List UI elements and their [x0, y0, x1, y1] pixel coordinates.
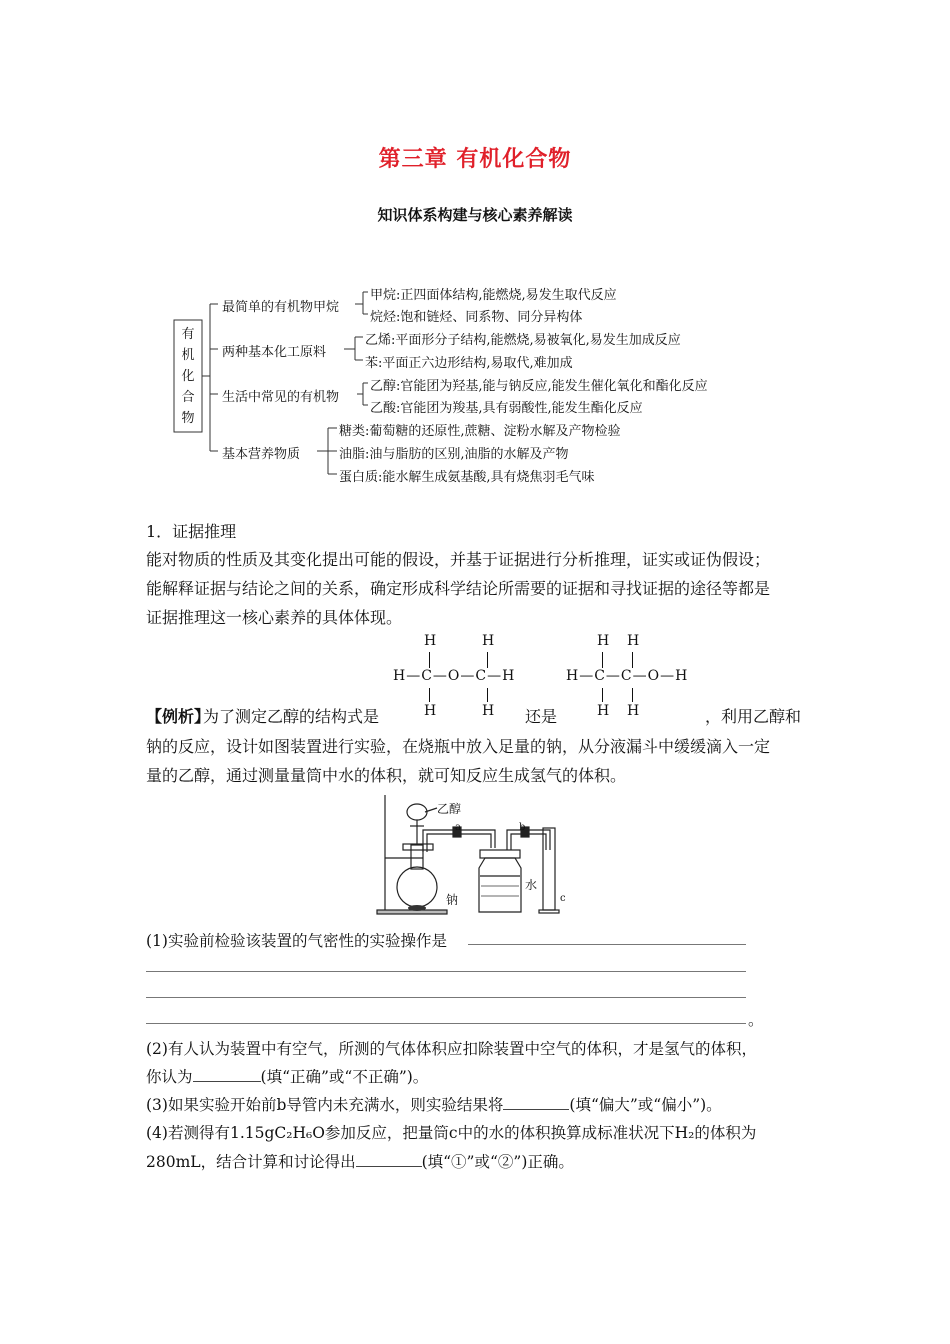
structural-formula-1 — [393, 633, 533, 723]
answer-blank[interactable] — [146, 997, 746, 998]
label-sodium: 钠 — [446, 893, 459, 907]
leaf-item: 油脂:油与脂肪的区别,油脂的水解及产物 — [339, 447, 569, 462]
root-char: 合 — [181, 390, 195, 405]
branch-label: 最简单的有机物甲烷 — [222, 300, 340, 315]
example-text: 还是 — [525, 707, 558, 726]
answer-blank[interactable] — [503, 1095, 569, 1110]
example-text: 为了测定乙醇的结构式是 — [203, 707, 380, 726]
branch-label: 两种基本化工原料 — [222, 345, 327, 360]
atom-h: H — [424, 703, 437, 719]
question-text: (1)实验前检验该装置的气密性的实验操作是 — [146, 932, 447, 950]
bond-line — [632, 688, 633, 702]
leaf-item: 糖类:葡萄糖的还原性,蔗糖、淀粉水解及产物检验 — [339, 424, 621, 439]
answer-blank[interactable] — [146, 1023, 746, 1024]
answer-blank[interactable] — [193, 1067, 261, 1082]
question-text: (填“偏大”或“偏小”)。 — [569, 1096, 722, 1114]
bond-line — [429, 688, 430, 702]
leaf-item: 甲烷:正四面体结构,能燃烧,易发生取代反应 — [370, 288, 617, 303]
question-text: 。 — [748, 1011, 764, 1029]
bond-line — [487, 652, 488, 668]
example-text: ，利用乙醇和 — [705, 707, 802, 726]
bond-line — [429, 652, 430, 668]
formula-main-chain: H—C—C—O—H — [566, 668, 689, 684]
bond-line — [602, 652, 603, 668]
example-line — [146, 703, 210, 731]
branch-label: 生活中常见的有机物 — [222, 390, 340, 405]
label-a: a — [455, 822, 461, 833]
answer-blank[interactable] — [146, 971, 746, 972]
bond-line — [602, 688, 603, 702]
atom-h: H — [627, 633, 640, 649]
leaf-item: 乙烯:平面形分子结构,能燃烧,易被氧化,易发生加成反应 — [365, 333, 681, 348]
concept-map — [160, 280, 800, 490]
root-char: 物 — [181, 411, 195, 426]
question-2-line-1: (2)有人认为装置中有空气，所测的气体体积应扣除装置中空气的体积，才是氢气的体积， — [146, 1040, 757, 1058]
atom-h: H — [597, 703, 610, 719]
chapter-title: 第三章 有机化合物 — [378, 147, 572, 172]
branch-label: 基本营养物质 — [222, 447, 301, 462]
label-ethanol: 乙醇 — [437, 802, 462, 816]
question-text: 280mL，结合计算和讨论得出 — [146, 1153, 356, 1171]
root-char: 化 — [181, 369, 195, 384]
apparatus-drawing — [375, 790, 585, 920]
atom-h: H — [597, 633, 610, 649]
question-1 — [146, 929, 447, 951]
root-char: 机 — [181, 348, 195, 363]
bond-line — [487, 688, 488, 702]
paragraph-line: 证据推理这一核心素养的具体体现。 — [146, 608, 403, 627]
question-text: 你认为 — [146, 1068, 193, 1086]
leaf-item: 乙酸:官能团为羧基,具有弱酸性,能发生酯化反应 — [370, 401, 643, 416]
leaf-item: 苯:平面正六边形结构,易取代,难加成 — [365, 356, 573, 371]
example-text: 钠的反应，设计如图装置进行实验，在烧瓶中放入足量的钠，从分液漏斗中缓缓滴入一定 — [146, 737, 771, 756]
apparatus-diagram — [375, 790, 585, 920]
atom-h: H — [482, 703, 495, 719]
atom-h: H — [627, 703, 640, 719]
question-2-line-2 — [146, 1065, 428, 1087]
leaf-item: 乙醇:官能团为羟基,能与钠反应,能发生催化氧化和酯化反应 — [370, 379, 708, 394]
question-text: (填“正确”或“不正确”)。 — [260, 1068, 429, 1086]
question-4-line-2 — [146, 1150, 574, 1172]
label-water: 水 — [525, 878, 538, 892]
atom-h: H — [482, 633, 495, 649]
paragraph-line: 能对物质的性质及其变化提出可能的假设，并基于证据进行分析推理，证实或证伪假设； — [146, 550, 771, 569]
label-b: b — [519, 822, 526, 833]
answer-blank[interactable] — [356, 1152, 422, 1167]
structural-formula-2 — [566, 633, 716, 723]
example-tag: 【例析】 — [146, 707, 211, 726]
root-char: 有 — [181, 327, 195, 342]
leaf-item: 烷烃:饱和链烃、同系物、同分异构体 — [370, 310, 583, 325]
label-c: c — [560, 893, 566, 904]
answer-blank[interactable] — [468, 944, 746, 945]
question-4-line-1: (4)若测得有1.15gC₂H₆O参加反应，把量筒c中的水的体积换算成标准状况下H₂的体积为 — [146, 1124, 757, 1142]
paragraph-line: 能解释证据与结论之间的关系，确定形成科学结论所需要的证据和寻找证据的途径等都是 — [146, 579, 771, 598]
question-3 — [146, 1093, 722, 1115]
concept-map-root — [180, 324, 196, 429]
example-text: 量的乙醇，通过测量量筒中水的体积，就可知反应生成氢气的体积。 — [146, 766, 627, 785]
question-text: (填“①”或“②”)正确。 — [421, 1153, 574, 1171]
formula-main-chain: H—C—O—C—H — [393, 668, 516, 684]
bond-line — [632, 652, 633, 668]
section-subtitle: 知识体系构建与核心素养解读 — [377, 206, 573, 224]
question-text: (3)如果实验开始前b导管内未充满水，则实验结果将 — [146, 1096, 504, 1114]
atom-h: H — [424, 633, 437, 649]
leaf-item: 蛋白质:能水解生成氨基酸,具有烧焦羽毛气味 — [339, 470, 595, 485]
section-heading: 1．证据推理 — [146, 522, 237, 541]
